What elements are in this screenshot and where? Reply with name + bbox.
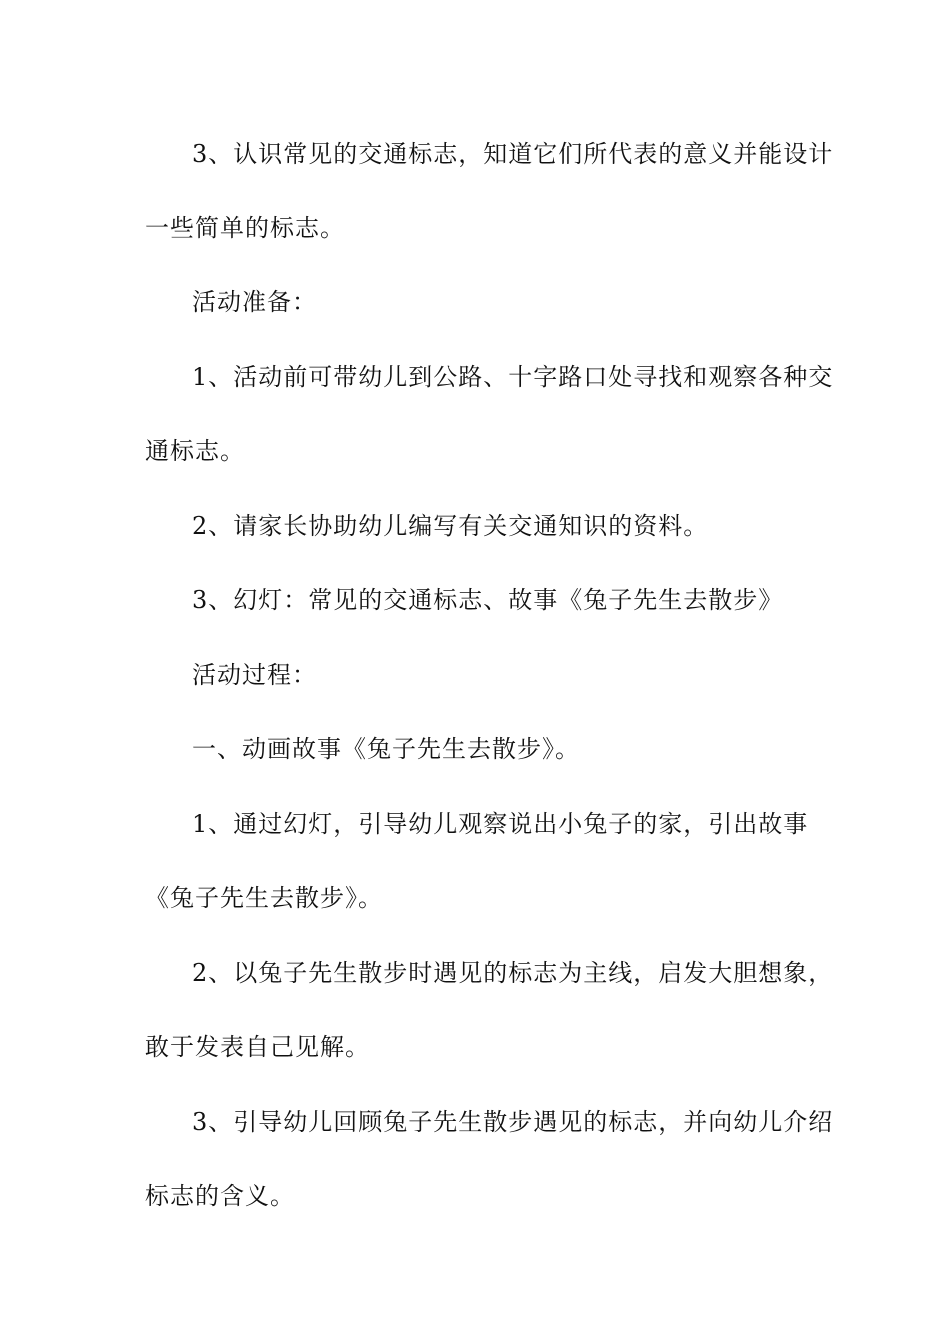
paragraph-line: 标志的含义。 [145,1182,295,1210]
paragraph-line: 一些简单的标志。 [145,214,345,242]
paragraph-line: 1、通过幻灯，引导幼儿观察说出小兔子的家，引出故事 [192,810,809,838]
paragraph-line: 3、幻灯：常见的交通标志、故事《兔子先生去散步》 [192,586,784,614]
paragraph-line: 3、认识常见的交通标志，知道它们所代表的意义并能设计 [192,140,834,168]
section-heading: 活动准备： [192,288,317,316]
paragraph-line: 通标志。 [145,437,245,465]
paragraph-line: 一、动画故事《兔子先生去散步》。 [192,735,580,763]
paragraph-line: 2、请家长协助幼儿编写有关交通知识的资料。 [192,512,709,540]
paragraph-line: 3、引导幼儿回顾兔子先生散步遇见的标志，并向幼儿介绍 [192,1108,834,1136]
paragraph-line: 1、活动前可带幼儿到公路、十字路口处寻找和观察各种交 [192,363,834,391]
section-heading: 活动过程： [192,661,317,689]
paragraph-line: 2、以兔子先生散步时遇见的标志为主线，启发大胆想象， [192,959,834,987]
paragraph-line: 《兔子先生去散步》。 [145,884,383,912]
paragraph-line: 敢于发表自己见解。 [145,1033,370,1061]
